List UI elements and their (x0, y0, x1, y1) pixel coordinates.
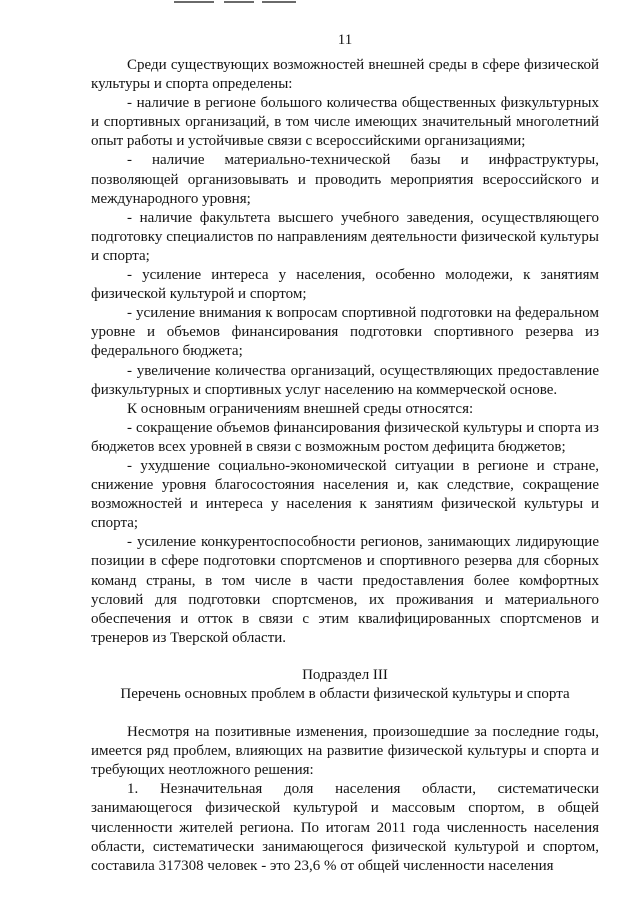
paragraph-problem-1: 1. Незначительная доля населения области, систематически занимающегося физической культурой и массовым спортом, в общей численности жителей региона. По итогам 2011 года численность населения области, систематически занимающегося физической культурой и спортом, составила 317308 человек - это 23,6 % от общей численности населения (91, 781, 599, 874)
paragraph-limitation-3: - усиление конкурентоспособности регионов, занимающих лидирующие позиции в сфере подготовки спортсменов и спортивного резерва для сборных команд страны, в том числе в части предоставления более комфортных условий для подготовки спортсменов, их проживания и материального обеспечения и отток в связи с этим квалифицированных спортсменов и тренеров из Тверской области. (91, 534, 599, 646)
section-label: Подраздел III (302, 666, 388, 683)
top-scan-marks (0, 0, 640, 8)
section-title: Перечень основных проблем в области физической культуры и спорта (120, 686, 570, 702)
paragraph-limitation-2: - ухудшение социально-экономической ситуации в регионе и стране, снижение уровня благосостояния населения и, как следствие, сокращение возможностей и интереса у населения к занятиям физической культуры и спорта; (91, 457, 599, 532)
paragraph-problems-intro: Несмотря на позитивные изменения, произошедшие за последние годы, имеется ряд проблем, влияющих на развитие физической культуры и спорта и требующих неотложного решения: (91, 724, 599, 779)
paragraph-limitations-intro: К основным ограничениям внешней среды относятся: (127, 400, 474, 417)
paragraph-opportunity-6: - увеличение количества организаций, осуществляющих предоставление физкультурных и спортивных услуг населению на коммерческой основе. (91, 362, 599, 398)
paragraph-opportunity-5: - усиление внимания к вопросам спортивной подготовки на федеральном уровне и объемов финансирования подготовки спортивного резерва из федерального бюджета; (91, 305, 599, 360)
paragraph-opportunity-1: - наличие в регионе большого количества общественных физкультурных и спортивных организаций, в том числе имеющих значительный многолетний опыт работы и устойчивые связи с всероссийскими организациями; (91, 95, 599, 150)
paragraph-opportunity-3: - наличие факультета высшего учебного заведения, осуществляющего подготовку специалистов по направлениям деятельности физической культуры и спорта; (91, 209, 599, 264)
paragraph-limitation-1: - сокращение объемов финансирования физической культуры и спорта из бюджетов всех уровней в связи с возможным ростом дефицита бюджетов; (91, 419, 599, 455)
paragraph-opportunity-4: - усиление интереса у населения, особенно молодежи, к занятиям физической культурой и спортом; (91, 267, 599, 303)
page-number: 11 (337, 32, 353, 48)
document-page (91, 30, 599, 876)
paragraph-opportunities-intro: Среди существующих возможностей внешней среды в сфере физической культуры и спорта определены: (91, 57, 599, 93)
paragraph-opportunity-2: - наличие материально-технической базы и инфраструктуры, позволяющей организовывать и проводить мероприятия всероссийского и международного уровня; (91, 152, 599, 207)
